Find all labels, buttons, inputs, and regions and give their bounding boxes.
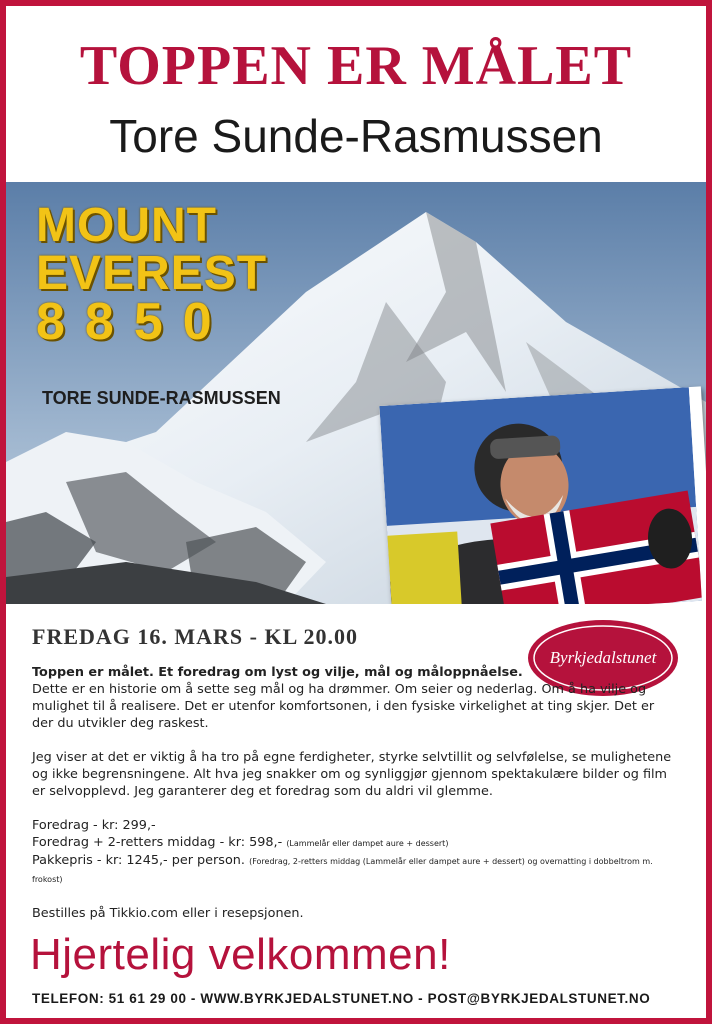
everest-hero-image xyxy=(6,182,706,604)
price-package-note: (Foredrag, 2-retters middag (Lammelår eller dampet aure + dessert) og overnatting i dobbeltrom m. frokost) xyxy=(32,857,653,884)
lead-paragraph: Toppen er målet. Et foredrag om lyst og vilje, mål og måloppnåelse. xyxy=(32,665,523,680)
price-lecture: Foredrag - kr: 299,- xyxy=(32,818,156,833)
price-package xyxy=(32,852,672,888)
event-description xyxy=(32,664,672,922)
paragraph-1: Dette er en historie om å sette seg mål og ha drømmer. Om seier og nederlag. Om å ha vilje og mulighet til å realisere. Det er utenfor komfortsonen, i den fysiske virkelighet at ting skjer. Det er der du utvikler deg raskest. xyxy=(32,682,655,731)
logo-line-everest: EVEREST xyxy=(36,247,268,300)
poster-title: TOPPEN ER MÅLET xyxy=(79,35,633,97)
logo-line-mount: MOUNT xyxy=(36,199,217,252)
booking-info: Bestilles på Tikkio.com eller i resepsjonen. xyxy=(32,906,304,921)
mount-everest-logo xyxy=(36,199,268,351)
price-package-text: Pakkepris - kr: 1245,- per person. xyxy=(32,853,245,868)
badge-text: Byrkjedalstunet xyxy=(549,648,657,667)
contact-footer: TELEFON: 51 61 29 00 - WWW.BYRKJEDALSTUNET.NO - POST@BYRKJEDALSTUNET.NO xyxy=(32,991,651,1006)
event-date: FREDAG 16. MARS - KL 20.00 xyxy=(32,624,359,649)
price-lecture-dinner-note: (Lammelår eller dampet aure + dessert) xyxy=(286,839,449,848)
hero-author-name: TORE SUNDE-RASMUSSEN xyxy=(42,388,281,408)
poster xyxy=(6,6,706,1018)
price-lecture-dinner xyxy=(32,834,672,852)
paragraph-2: Jeg viser at det er viktig å ha tro på egne ferdigheter, styrke selvtillit og selvfølelse, se mulighetene og ikke begrensningene. Alt hva jeg snakker om og synliggjør gjennom spektakulære bilder og film er selvopplevd. Jeg garanterer deg et foredrag som du aldri vil glemme. xyxy=(32,750,672,799)
logo-line-altitude: 8850 xyxy=(36,293,232,351)
climber-with-flag-illustration xyxy=(379,387,701,604)
climber-photo xyxy=(379,386,706,604)
speaker-name: Tore Sunde-Rasmussen xyxy=(109,110,603,162)
welcome-message: Hjertelig velkommen! xyxy=(30,930,451,979)
price-lecture-dinner-text: Foredrag + 2-retters middag - kr: 598,- xyxy=(32,835,283,850)
